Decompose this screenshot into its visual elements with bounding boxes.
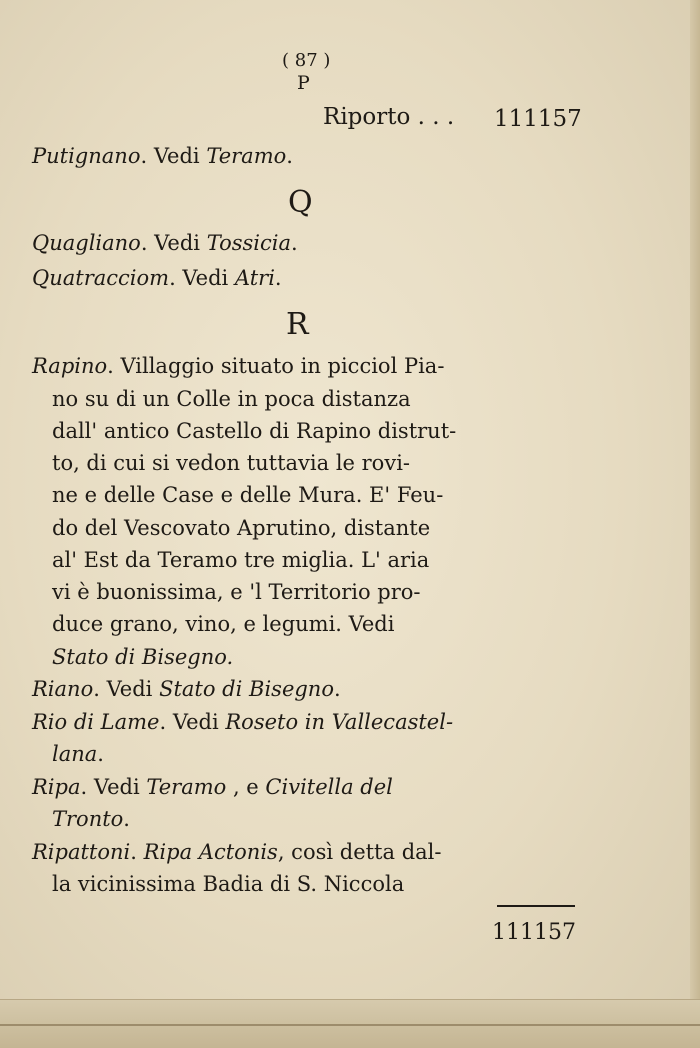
entry-term: Putignano <box>32 144 141 168</box>
entry-ripattoni-cont: la vicinissima Badia di S. Niccola <box>52 872 405 896</box>
entry-rapino-line: vi è buonissima, e 'l Territorio pro- <box>52 580 421 604</box>
entry-ref-suffix: . <box>333 677 341 701</box>
entry-ref-prefix: . Vedi <box>169 266 235 290</box>
entry-ref: Stato di Bisegno <box>159 677 334 701</box>
entry-ref-suffix: . <box>290 231 298 255</box>
entry-ref-prefix: . Vedi <box>159 710 226 734</box>
entry-rapino-line: do del Vescovato Aprutino, distante <box>52 516 431 540</box>
entry-rio-di-lame <box>32 712 453 733</box>
entry-term: Riano <box>32 677 94 701</box>
entry-term: Quagliano <box>32 231 141 255</box>
entry-text: , così detta dal- <box>277 840 442 864</box>
page-number: ( 87 ) <box>282 50 331 71</box>
entry-rapino-line: al' Est da Teramo tre miglia. L' aria <box>52 548 430 572</box>
entry-rapino-line: duce grano, vino, e legumi. Vedi <box>52 612 395 636</box>
carry-label: Riporto . . . <box>323 104 455 130</box>
entry-term: Ripattoni <box>32 840 131 864</box>
entry-ref-suffix: . <box>286 144 293 168</box>
entry-ripattoni <box>32 842 441 863</box>
entry-ref: Ripa Actonis <box>143 840 278 864</box>
total-rule <box>497 905 575 907</box>
entry-term: Rio di Lame <box>32 710 160 734</box>
entry-quagliano <box>32 233 298 254</box>
entry-ref: Teramo <box>146 775 227 799</box>
signature-mark: P <box>297 72 310 94</box>
entry-text: , e <box>226 775 266 799</box>
page-edge <box>690 0 700 1048</box>
section-heading-q: Q <box>288 185 313 220</box>
entry-rapino-line <box>32 356 444 377</box>
section-heading-r: R <box>286 307 309 342</box>
entry-ref: Roseto in Vallecastel- <box>225 710 454 734</box>
entry-rapino-line: to, di cui si vedon tuttavia le rovi- <box>52 451 411 475</box>
entry-term: Rapino <box>32 354 108 378</box>
entry-quatraccioni <box>32 268 282 289</box>
entry-ripa <box>32 777 393 798</box>
entry-ripa-cont <box>52 809 130 830</box>
entry-ref: Tronto <box>52 807 124 831</box>
entry-rapino-line: dall' antico Castello di Rapino distrut- <box>52 419 457 443</box>
entry-ref: Tossicia <box>206 231 291 255</box>
entry-ref: Civitella del <box>265 775 393 799</box>
entry-ref-prefix: . Vedi <box>80 775 147 799</box>
footer-total: 111157 <box>492 920 576 945</box>
entry-ref: Teramo <box>206 144 287 168</box>
entry-text: . Villaggio situato in picciol Pia- <box>107 354 445 378</box>
entry-ref-prefix: . Vedi <box>93 677 160 701</box>
entry-rapino-ref: Stato di Bisegno. <box>52 645 234 669</box>
carry-value: 111157 <box>494 106 582 132</box>
entry-ref-prefix: . Vedi <box>140 144 207 168</box>
entry-ref-suffix: . <box>97 742 104 766</box>
binding-line <box>0 1024 700 1026</box>
entry-ref: Atri <box>234 266 275 290</box>
entry-riano <box>32 679 341 700</box>
entry-term: Quatracciom <box>32 266 170 290</box>
entry-rapino-line: no su di un Colle in poca distanza <box>52 387 411 411</box>
entry-term: Ripa <box>32 775 81 799</box>
entry-ref-suffix: . <box>274 266 282 290</box>
entry-text: . <box>130 840 144 864</box>
entry-ref-prefix: . Vedi <box>140 231 207 255</box>
entry-ref-suffix: . <box>123 807 130 831</box>
entry-rapino-line: ne e delle Case e delle Mura. E' Feu- <box>52 483 444 507</box>
entry-ref: lana <box>52 742 98 766</box>
entry-rio-di-lame-cont <box>52 744 104 765</box>
entry-putignano <box>32 146 293 167</box>
